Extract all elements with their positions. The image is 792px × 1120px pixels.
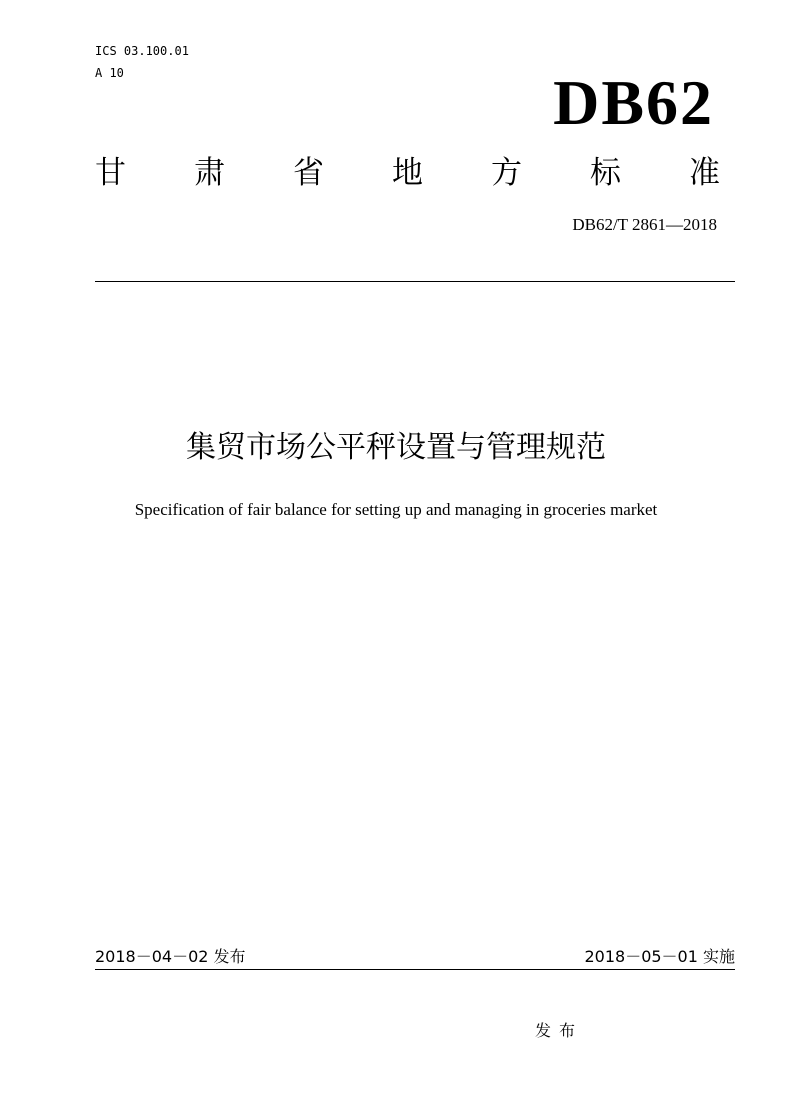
standard-type-heading [95,152,720,194]
standard-type-char: 省 [293,155,324,191]
ics-code: ICS 03.100.01 [95,44,189,58]
standard-type-char: 肃 [194,155,225,191]
classification-codes [95,40,189,84]
db-mark: DB62 [553,67,714,138]
publish-date: 2018－04－02 发布 [95,947,246,966]
standard-type-char: 准 [689,155,720,191]
document-title-chinese: 集贸市场公平秤设置与管理规范 [186,430,606,465]
standard-number: DB62/T 2861—2018 [572,215,717,234]
standard-type-char: 地 [392,155,423,191]
footer-divider [95,969,735,970]
header-divider [95,281,735,282]
standard-type-char: 方 [491,155,522,191]
ccs-code: A 10 [95,66,124,80]
document-title-english: Specification of fair balance for setting up and managing in groceries market [134,500,658,519]
standard-type-char: 标 [590,155,621,191]
date-row [95,946,735,968]
issuer-label: 发布 [535,1021,584,1040]
effective-date: 2018－05－01 实施 [584,947,735,966]
standard-type-char: 甘 [95,155,126,191]
